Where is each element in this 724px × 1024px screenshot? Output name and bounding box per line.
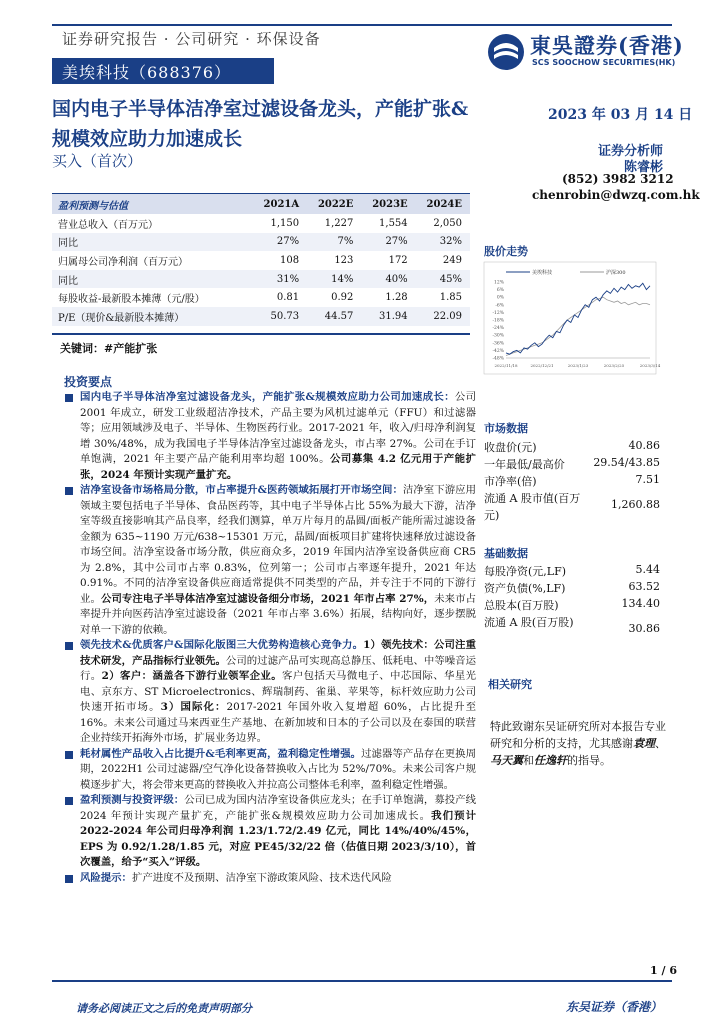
table-cell: 14% xyxy=(307,270,361,289)
table-cell: 108 xyxy=(280,254,300,266)
table-row xyxy=(52,307,470,326)
related-research-title: 相关研究 xyxy=(488,678,532,691)
basic-value: 63.52 xyxy=(628,580,660,593)
list-item xyxy=(52,390,476,483)
y-tick-label: -18% xyxy=(492,318,504,324)
brand-name: 東吳證券(香港) xyxy=(530,33,684,58)
market-label: 收盘价(元) xyxy=(484,441,537,454)
brand-en: SOOCHOW SECURITIES(HK) xyxy=(552,58,676,67)
list-item xyxy=(52,747,476,794)
note-text: 特此致谢东吴证研究所对本报告专业研究和分析的支持，尤其感谢 xyxy=(490,720,666,750)
bullet-square-icon xyxy=(65,751,73,759)
bullet-emphasis: 我们预计 2022-2024 年公司归母净利润 1.23/1.72/2.49 亿元，同比 14%/40%/45%，EPS 为 0.92/1.28/1.85 元，对应 PE45/32/22 倍（估值日期 2023/3/10），首次覆盖，给予“买入”评级。 xyxy=(80,809,477,868)
list-item xyxy=(52,871,476,887)
analyst-name: 陈睿彬 xyxy=(624,160,664,175)
table-row xyxy=(52,270,470,289)
basic-label: 每股净资(元,LF) xyxy=(484,565,567,578)
table-cell: 31.94 xyxy=(361,307,415,326)
basic-row xyxy=(484,614,660,648)
y-tick-label: -6% xyxy=(495,303,504,309)
disclaimer: 请务必阅读正文之后的免责声明部分 xyxy=(76,1002,252,1015)
x-tick-label: 2023/1/23 xyxy=(567,363,589,368)
forecast-table xyxy=(52,194,470,326)
table-cell: 40% xyxy=(361,270,415,289)
bullet-emphasis: 2）客户：涵盖各下游行业领军企业。 xyxy=(101,670,283,682)
analyst-phone: (852) 3982 3212 xyxy=(562,172,674,186)
market-row xyxy=(484,439,660,455)
company-banner: 美埃科技（688376） xyxy=(52,58,274,84)
table-bottom-rule xyxy=(52,333,470,335)
note-text: 、 xyxy=(655,737,666,750)
y-tick-label: 12% xyxy=(493,280,504,286)
bullet-body: 2017-2021 年国外收入复增超 60%，占比提升至 16%。未来公司通过马来西亚生产基地、在新加坡和日本的子公司以及在泰国的联营企业持续开拓海外市场，扩展业务边界。 xyxy=(80,701,477,744)
acknowledgement-note xyxy=(490,718,670,769)
table-cell: 同比 xyxy=(52,233,253,252)
bullet-body: 公司已成为国内洁净室设备供应龙头；在手订单饱满，募投产线 2024 年预计实现产量扩充，产能扩张&规模效应助力公司加速成长。 xyxy=(80,794,476,822)
y-tick-label: -30% xyxy=(492,333,504,339)
table-cell: 1.28 xyxy=(385,292,408,304)
breadcrumb: 证券研究报告 · 公司研究 · 环保设备 xyxy=(62,30,321,48)
market-label: 一年最低/最高价 xyxy=(484,458,565,471)
list-item xyxy=(52,483,476,638)
y-tick-label: -48% xyxy=(492,356,504,362)
table-cell: 45% xyxy=(416,270,470,289)
market-label: 流通 A 股市值(百万元) xyxy=(484,492,581,522)
bullet-emphasis: 公司募集 4.2 亿元用于产能扩张，2024 年预计实现产量扩充。 xyxy=(80,453,476,481)
bullet-emphasis: 3）国际化： xyxy=(160,701,227,713)
note-text: 的指导。 xyxy=(567,754,611,767)
rating: 买入（首次） xyxy=(52,152,143,170)
bullet-square-icon xyxy=(65,797,73,805)
table-cell: 22.09 xyxy=(416,307,470,326)
table-cell: 归属母公司净利润（百万元） xyxy=(58,256,188,268)
stock-price-chart xyxy=(484,262,661,374)
footer-rule xyxy=(52,980,672,982)
table-cell: 249 xyxy=(442,254,462,266)
table-header-cell: 2023E xyxy=(361,194,415,214)
analyst-title: 证券分析师 xyxy=(598,144,664,159)
table-cell: 44.57 xyxy=(307,307,361,326)
bullet-heading: 耗材属性产品收入占比提升&毛利率更高，盈利稳定性增强。 xyxy=(80,747,362,760)
table-cell: 1,554 xyxy=(379,217,408,229)
bullet-body: 客户包括天马微电子、中芯国际、华星光电、京东方、ST Microelectronics、辉瑞制药、雀巢、苹果等，标杆效应助力公司快速开拓市场。 xyxy=(80,670,477,713)
table-row xyxy=(52,214,470,233)
bullet-heading: 风险提示： xyxy=(80,871,132,884)
header-top-rule xyxy=(52,24,672,26)
note-name: 袁理 xyxy=(633,737,655,750)
note-text: 和 xyxy=(523,754,534,767)
brand-abbr: SCS xyxy=(532,58,550,67)
legend-label-1: 美埃科技 xyxy=(532,270,553,276)
brand-name-en xyxy=(532,58,675,67)
bullet-square-icon xyxy=(65,394,73,402)
bullet-heading: 国内电子半导体洁净室过滤设备龙头，产能扩张&规模效应助力公司加速成长： xyxy=(80,391,455,403)
basic-value: 134.40 xyxy=(621,597,660,610)
market-value: 1,260.88 xyxy=(611,498,660,511)
basic-value: 5.44 xyxy=(635,563,660,576)
report-date: 2023 年 03 月 14 日 xyxy=(548,107,693,123)
y-tick-label: -36% xyxy=(492,341,504,347)
bullet-heading: 领先技术&优质客户&国际化版图三大优势构造核心竞争力。 xyxy=(80,639,364,651)
bullet-body: 未来市占率提升并向医药洁净室过滤设备（2021 年市占率 3.6%）拓展，结构向好，逐步摆脱对单一下游的依赖。 xyxy=(80,592,477,636)
table-header-cell: 2024E xyxy=(416,194,470,214)
x-tick-label: 2022/11/18 xyxy=(494,363,518,368)
basic-row xyxy=(484,597,660,613)
y-tick-label: -12% xyxy=(492,310,504,316)
basic-value: 30.86 xyxy=(628,622,660,635)
table-header-cell: 2022E xyxy=(307,194,361,214)
bullet-square-icon xyxy=(65,487,73,495)
footer-brand: 东吴证券（香港） xyxy=(566,1000,663,1014)
table-cell: 1.85 xyxy=(439,292,462,304)
bullet-body: 洁净室下游应用领域主要包括电子半导体、食品医药等，其中电子半导体占比 55%为最大下游，洁净室等级直接影响其产品良率，经我们测算，单万片每月的晶圆/面板产能所需过滤设备金额为 635~1190 万元/638~15301 万元，晶圆/面板项目扩建将快速释放过滤设备市场空间。洁净室设备市场分散，供应商众多，2019 年国内洁净室设备供应商 CR5 为 2.8%，其中公司市占率 0.83%，位列第一；公司市占率逐年提升，2021 年达 0.91%。不同的洁净室设备供应商适常提供不同类型的产品，并专注于不同的下游行业。 xyxy=(80,484,476,605)
list-item xyxy=(52,638,476,747)
table-header-cell: 盈利预测与估值 xyxy=(52,194,253,214)
bullet-emphasis: 1）领先技术：公司注重技术研发，产品指标行业领先。 xyxy=(80,639,477,667)
table-cell: 50.73 xyxy=(253,307,307,326)
logo-mark-icon xyxy=(486,32,526,72)
x-tick-label: 2022/12/21 xyxy=(530,363,554,368)
market-label: 市净率(倍) xyxy=(484,475,537,488)
table-cell: 32% xyxy=(416,233,470,252)
table-cell: P/E（现价&最新股本摊薄） xyxy=(52,307,253,326)
note-name: 马天翼 xyxy=(490,754,523,767)
market-data-title: 市场数据 xyxy=(484,422,528,435)
bullet-square-icon xyxy=(65,642,73,650)
stock-chart-title: 股价走势 xyxy=(484,245,528,258)
table-cell: 172 xyxy=(388,254,408,266)
market-value: 7.51 xyxy=(635,473,660,486)
y-tick-label: 0% xyxy=(496,295,504,301)
table-header-cell: 2021A xyxy=(253,194,307,214)
market-row xyxy=(484,456,660,472)
x-tick-label: 2023/3/14 xyxy=(639,363,661,368)
table-cell: 27% xyxy=(253,233,307,252)
basic-label: 流通 A 股(百万股) xyxy=(484,616,574,629)
y-tick-label: -42% xyxy=(492,348,504,354)
list-item xyxy=(52,793,476,871)
table-row xyxy=(52,233,470,252)
basic-label: 总股本(百万股) xyxy=(484,599,559,612)
table-cell: 营业总收入（百万元） xyxy=(58,219,158,231)
brand-logo xyxy=(486,30,684,76)
table-cell: 1,150 xyxy=(270,217,300,229)
report-title: 国内电子半导体洁净室过滤设备龙头，产能扩张&规模效应助力加速成长 xyxy=(52,98,469,150)
table-cell: 27% xyxy=(361,233,415,252)
basic-row xyxy=(484,563,660,579)
x-tick-label: 2023/2/25 xyxy=(603,363,625,368)
page-number: 1 / 6 xyxy=(650,964,677,977)
market-row xyxy=(484,490,660,524)
bullet-heading: 洁净室设备市场格局分散，市占率提升&医药领域拓展打开市场空间： xyxy=(80,484,403,496)
table-cell: 1,227 xyxy=(324,217,354,229)
table-cell: 同比 xyxy=(52,270,253,289)
bullet-square-icon xyxy=(65,875,73,883)
bullet-body: 扩产进度不及预期、洁净室下游政策风险、技术迭代风险 xyxy=(131,871,392,884)
table-cell: 0.92 xyxy=(331,292,354,304)
analyst-email[interactable]: chenrobin@dwzq.com.hk xyxy=(532,188,700,202)
table-row xyxy=(52,288,470,307)
basic-row xyxy=(484,580,660,596)
note-name: 任逸轩 xyxy=(534,754,567,767)
keywords: 关键词：#产能扩张 xyxy=(60,342,158,355)
bullet-body: 公司 2001 年成立，研发工业级超洁净技术，产品主要为风机过滤单元（FFU）和过滤器等；应用领域涉及电子、半导体、生物医药行业。2017-2021 年，收入/归母净利润复增 30%/48%，成为我国电子半导体洁净室过滤设备龙头，市占率 27%。公司在手订单饱满，2021 年主要产品产能利用率均超 100%。 xyxy=(80,391,476,465)
bullet-body: 过滤器等产品存在更换周期，2022H1 公司过滤器/空气净化设备替换收入占比为 52%/70%。未来公司客户规模逐步扩大，将会带来更高的替换收入并拉高公司整体毛利率，盈利稳定性增强。 xyxy=(80,747,476,791)
bullet-heading: 盈利预测与投资评级： xyxy=(80,794,185,806)
market-value: 40.86 xyxy=(628,439,660,452)
table-cell: 2,050 xyxy=(433,217,462,229)
table-cell: 7% xyxy=(307,233,361,252)
table-cell: 每股收益-最新股本摊薄（元/股） xyxy=(58,294,205,306)
table-cell: 0.81 xyxy=(276,292,300,304)
table-row xyxy=(52,251,470,270)
y-tick-label: -24% xyxy=(492,326,504,332)
bullet-body: 公司的过滤产品可实现高总静压、低耗电、中等噪音运行。 xyxy=(80,654,476,682)
bullet-emphasis: 公司专注电子半导体洁净室过滤设备细分市场，2021 年市占率 27%， xyxy=(100,592,435,605)
table-cell: 31% xyxy=(253,270,307,289)
market-row xyxy=(484,473,660,489)
market-value: 29.54/43.85 xyxy=(593,456,660,469)
table-cell: 123 xyxy=(334,254,354,266)
legend-label-2: 沪深300 xyxy=(606,270,626,276)
highlights-title: 投资要点 xyxy=(64,375,113,389)
highlights-list xyxy=(52,390,476,886)
table-header-row xyxy=(52,194,470,214)
basic-data-title: 基础数据 xyxy=(484,547,528,560)
y-tick-label: 6% xyxy=(496,288,504,294)
basic-label: 资产负债(%,LF) xyxy=(484,582,566,595)
